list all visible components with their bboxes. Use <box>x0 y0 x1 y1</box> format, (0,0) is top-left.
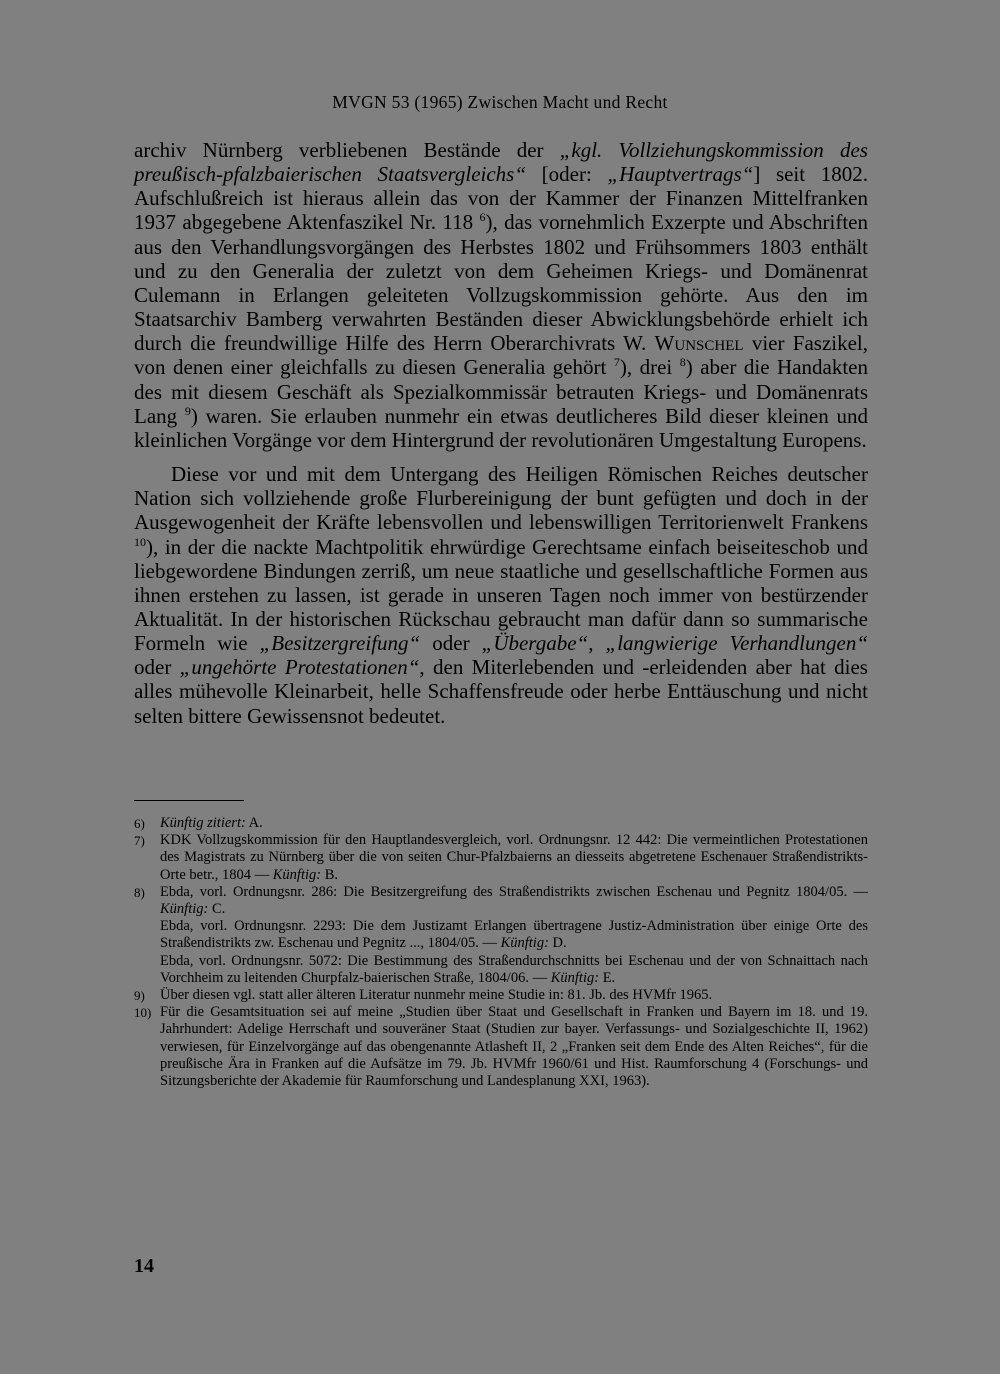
footnote-text: A. <box>245 815 263 831</box>
paragraph-1 <box>134 138 868 452</box>
footnote-text: Ebda, vorl. Ordnungsnr. 5072: Die Bestimmung des Straßendurchschnitts bei Eschenau und der von Schnaittach nach Vorchheim zu leitenden Churpfalz-baierischen Straße, 1804/06. — <box>160 952 868 986</box>
text-run: vier Faszikel, von denen einer gleichfalls zu diesen Generalia gehört <box>134 331 869 380</box>
footnote-number: 6) <box>134 816 145 831</box>
footnote-8 <box>134 884 868 918</box>
footnote-number: 7) <box>134 833 145 849</box>
footnote-ref-7: 7 <box>613 355 620 370</box>
footnote-text: Über diesen vgl. statt aller älteren Literatur nunmehr meine Studie in: 81. Jb. des HVMfr 1965. <box>160 987 713 1004</box>
page-number: 14 <box>134 1255 154 1277</box>
footnote-text: KDK Vollzugskommission für den Hauptlandesvergleich, vorl. Ordnungsnr. 12 442: Die vermeintlichen Protestationen des Magistrats zu Nürnberg über die von seiten Chur-Pfalzbaierns an diesseits abgetretene Eschenauer Straßendistrikts-Orte betr., 1804 — <box>160 832 868 883</box>
footnote-7 <box>134 832 868 884</box>
text-run: [oder: <box>526 162 608 187</box>
text-run: ), das vornehmlich Exzerpte und Abschriften aus den Verhandlungsvorgängen des Herbstes 1802 und Frühsommers 1803 enthält und zu den Generalia der zuletzt von dem Geheimen Kriegs- und Domänenrat Culemann in Erlangen geleiteten Vollzugskommission gehörte. Aus den im Staatsarchiv Bamberg verwahrten Beständen dieser Abwicklungsbehörde erhielt ich durch die freundwillige Hilfe des Herrn Oberarchivrats W. <box>134 210 868 356</box>
footnote-8-continued <box>134 953 868 987</box>
text-run: ) aber die Handakten des mit diesem Geschäft als Spezialkommissär betrauten Kriegs- und Domänenrats Lang <box>134 355 868 428</box>
italic-phrase: „langwierige Verhandlungen“ <box>605 631 869 656</box>
footnote-text: Ebda, vorl. Ordnungsnr. 286: Die Besitzergreifung des Straßendistrikts zwischen Eschenau und Pegnitz 1804/05. — <box>160 883 868 900</box>
italic-note: Künftig: <box>500 935 549 952</box>
footnote-8-continued <box>134 918 868 952</box>
footnote-6 <box>134 815 868 832</box>
footnote-text: B. <box>321 866 339 883</box>
footnote-text: D. <box>548 935 567 952</box>
footnote-text: Ebda, vorl. Ordnungsnr. 2293: Die dem Justizamt Erlangen übertragene Justiz-Administration über einige Orte des Straßendistrikts zw. Eschenau und Pegnitz ..., 1804/05. — <box>160 918 868 952</box>
italic-phrase: „Übergabe“ <box>481 631 589 656</box>
italic-title: „kgl. Vollziehungskommission des preußisch-pfalzbaierischen Staatsvergleichs“ <box>134 138 868 187</box>
italic-note: Künftig zitiert: <box>160 815 246 831</box>
text-run: oder <box>420 631 482 656</box>
italic-title: „Hauptvertrags“ <box>607 162 754 187</box>
text-run: , <box>588 631 606 656</box>
italic-note: Künftig: <box>272 866 322 883</box>
footnote-number: 8) <box>134 884 145 900</box>
footnote-10 <box>134 1004 868 1090</box>
footnote-ref-10: 10 <box>134 534 146 549</box>
text-run: ), drei <box>619 355 680 380</box>
footnote-number: 9) <box>134 988 145 1004</box>
footnote-ref-6: 6 <box>479 210 486 225</box>
running-header: MVGN 53 (1965) Zwischen Macht und Recht <box>332 92 668 112</box>
main-text <box>134 138 868 728</box>
paragraph-2 <box>134 462 868 728</box>
text-run: , den Miterlebenden und -erleidenden aber hat dies alles mühevolle Kleinarbeit, helle Schaffensfreude oder herbe Enttäuschung und nicht selten bittere Gewissensnot bedeutet. <box>134 655 868 728</box>
footnote-divider <box>134 800 244 801</box>
footnote-text: C. <box>208 901 226 918</box>
text-run: ) waren. Sie erlauben nunmehr ein etwas deutlicheres Bild dieser kleinen und kleinlichen Vorgänge vor dem Hintergrund der revolutionären Umgestaltung Europens. <box>134 403 868 452</box>
footnote-number: 10) <box>134 1005 152 1021</box>
footnotes <box>134 815 868 1090</box>
italic-phrase: „ungehörte Protestationen“ <box>179 655 420 680</box>
text-run: oder <box>134 655 180 680</box>
footnote-text: Für die Gesamtsituation sei auf meine „Studien über Staat und Gesellschaft in Franken und Bayern im 18. und 19. Jahrhundert: Adelige Herrschaft und souveräner Staat (Studien zur bayer. Verfassungs- und Sozialgeschichte II, 1962) verwiesen, für Einzelvorgänge auf das obengenannte Atlasheft II, 2 „Franken seit dem Ende des Alten Reiches“, für die preußische Ära in Franken auf die Aufsätze im 79. Jb. HVMfr 1960/61 und Hist. Raumforschung 4 (Forschungs- und Sitzungsberichte der Akademie für Raumforschung und Landesplanung XXI, 1963). <box>160 1004 868 1090</box>
text-run: ] seit 1802. Aufschlußreich ist hieraus allein das von der Kammer der Finanzen Mittelfranken 1937 abgegebene Aktenfaszikel Nr. 118 <box>134 162 868 235</box>
text-run: ), in der die nackte Machtpolitik ehrwürdige Gerechtsame einfach beiseiteschob und liebgewordene Bindungen zerriß, um neue staatliche und gesellschaftliche Formen aus ihnen erstehen zu lassen, ist gerade in unseren Tagen noch immer von bestürzender Aktualität. In der historischen Rückschau gebraucht man dafür dann so summarische Formeln wie <box>134 534 868 656</box>
footnote-text: E. <box>599 969 616 986</box>
person-name: Wunschel <box>654 331 744 356</box>
text-run: archiv Nürnberg verbliebenen Bestände der <box>134 138 560 162</box>
italic-note: Künftig: <box>550 969 600 986</box>
text-run: Diese vor und mit dem Untergang des Heiligen Römischen Reiches deutscher Nation sich vollziehende große Flurbereinigung der bunt gefügten und doch in der Ausgewogenheit der Kräfte lebensvollen und lebenswilligen Territorienwelt Frankens <box>134 462 868 535</box>
footnote-ref-9: 9 <box>184 403 191 418</box>
footnote-ref-8: 8 <box>679 355 686 370</box>
italic-phrase: „Besitzergreifung“ <box>259 631 421 656</box>
footnote-9 <box>134 987 868 1004</box>
italic-note: Künftig: <box>160 901 209 918</box>
